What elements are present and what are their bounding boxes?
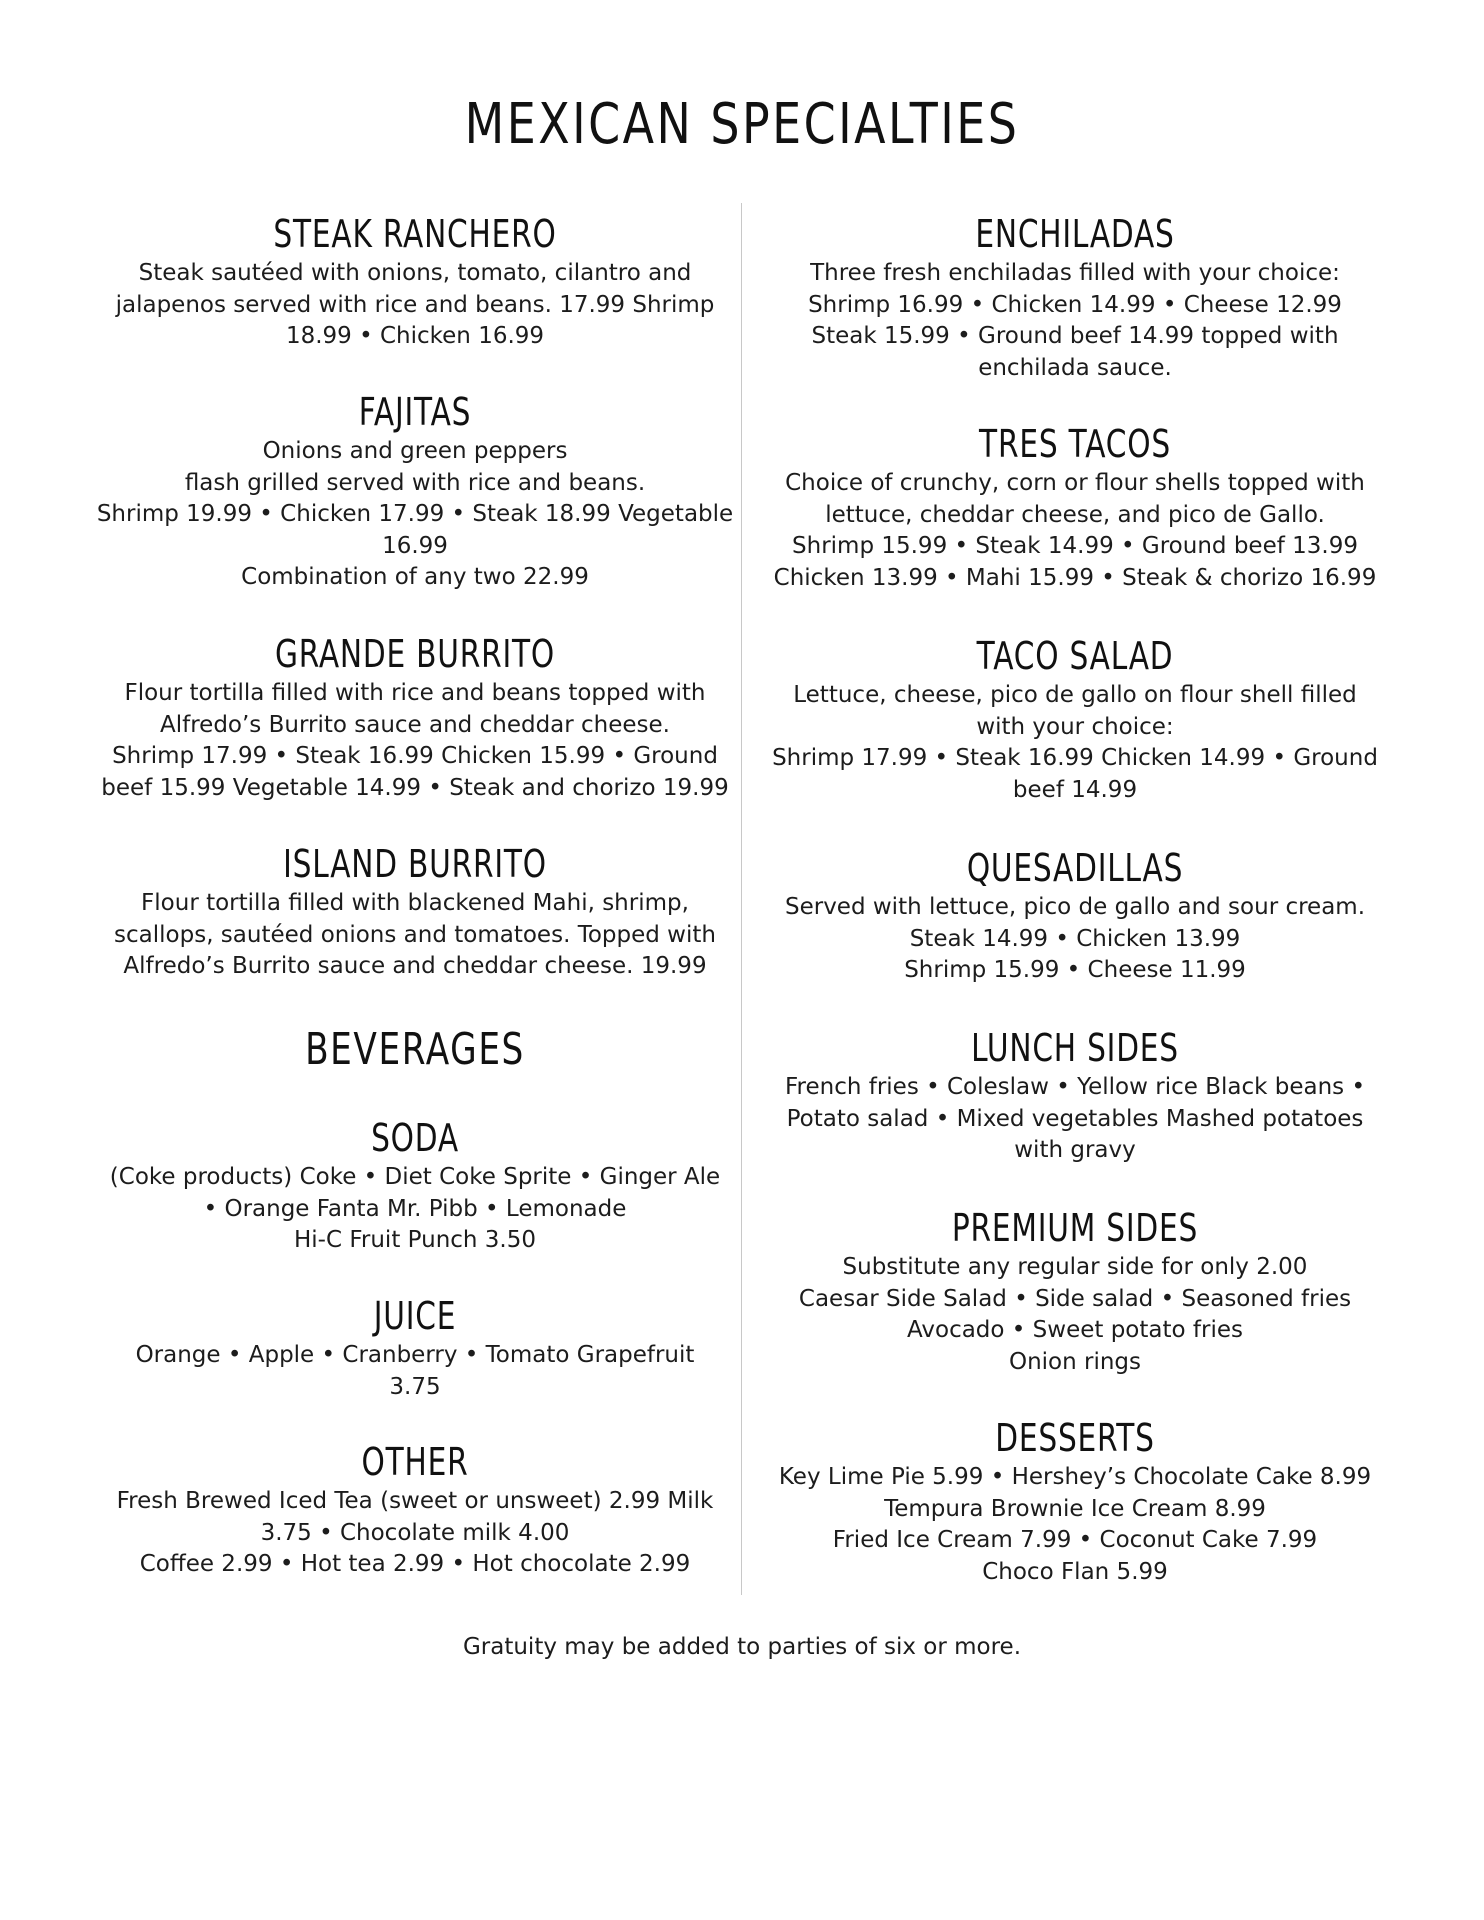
section-description: Choice of crunchy, corn or flour shells topped with lettuce, cheddar cheese, and pico de Gallo. Shrimp 15.99 • Steak 14.99 • Ground beef 13.99 Chicken 13.99 • Mahi 15.99 • Steak & chorizo 16.99 [773, 470, 1377, 591]
section-description: Orange • Apple • Cranberry • Tomato Grapefruit 3.75 [135, 1342, 695, 1400]
page-title: MEXICAN SPECIALTIES [464, 92, 1020, 157]
section-description: Flour tortilla filled with rice and beans topped with Alfredo’s Burrito sauce and cheddar cheese. Shrimp 17.99 • Steak 16.99 Chicken 15.99 • Ground beef 15.99 Vegetable 14.99 • Steak and chorizo 19.99 [101, 680, 729, 801]
menu-section-premium-sides [755, 1204, 1395, 1378]
menu-section-juice [95, 1292, 735, 1403]
menu-section-steak-ranchero [95, 210, 735, 353]
menu-section-island-burrito [95, 840, 735, 983]
menu-section-grande-burrito [95, 630, 735, 804]
gratuity-note: Gratuity may be added to parties of six or more. [462, 1634, 1022, 1660]
section-description: Served with lettuce, pico de gallo and sour cream. Steak 14.99 • Chicken 13.99 Shrimp 15.99 • Cheese 11.99 [784, 894, 1366, 983]
section-description: Onions and green peppers flash grilled served with rice and beans. Shrimp 19.99 • Chicken 17.99 • Steak 18.99 Vegetable 16.99 Combination of any two 22.99 [96, 438, 734, 590]
menu-section-lunch-sides [755, 1024, 1395, 1167]
beverages-heading [95, 1022, 735, 1078]
section-description: Three fresh enchiladas filled with your choice: Shrimp 16.99 • Chicken 14.99 • Cheese 12.99 Steak 15.99 • Ground beef 14.99 topped with enchilada sauce. [808, 260, 1342, 381]
menu-section-enchiladas [755, 210, 1395, 384]
section-title: TACO SALAD [976, 634, 1174, 678]
section-title: OTHER [361, 1440, 469, 1484]
section-description: Key Lime Pie 5.99 • Hershey’s Chocolate Cake 8.99 Tempura Brownie Ice Cream 8.99 Fried Ice Cream 7.99 • Coconut Cake 7.99 Choco Flan 5.99 [778, 1464, 1372, 1585]
section-title: LUNCH SIDES [971, 1026, 1179, 1070]
section-description: French fries • Coleslaw • Yellow rice Black beans • Potato salad • Mixed vegetables Mashed potatoes with gravy [784, 1074, 1366, 1163]
section-description: Lettuce, cheese, pico de gallo on flour shell filled with your choice: Shrimp 17.99 • Steak 16.99 Chicken 14.99 • Ground beef 14.99 [772, 682, 1378, 803]
section-title: QUESADILLAS [966, 846, 1184, 890]
section-title: PREMIUM SIDES [951, 1206, 1199, 1250]
section-title: DESSERTS [995, 1416, 1155, 1460]
section-title: STEAK RANCHERO [273, 212, 557, 256]
menu-section-other [95, 1438, 735, 1581]
menu-section-desserts [755, 1414, 1395, 1588]
section-description: (Coke products) Coke • Diet Coke Sprite • Ginger Ale • Orange Fanta Mr. Pibb • Lemonade Hi-C Fruit Punch 3.50 [109, 1164, 721, 1253]
column-divider [741, 203, 742, 1595]
menu-section-fajitas [95, 388, 735, 594]
menu-section-soda [95, 1114, 735, 1257]
beverages-title: BEVERAGES [305, 1024, 525, 1075]
section-title: TRES TACOS [979, 422, 1171, 466]
section-description: Steak sautéed with onions, tomato, cilantro and jalapenos served with rice and beans. 17.99 Shrimp 18.99 • Chicken 16.99 [115, 260, 715, 349]
menu-section-tres-tacos [755, 420, 1395, 594]
section-title: ISLAND BURRITO [283, 842, 547, 886]
section-title: JUICE [373, 1294, 457, 1338]
menu-section-quesadillas [755, 844, 1395, 987]
section-title: ENCHILADAS [975, 212, 1175, 256]
menu-section-taco-salad [755, 632, 1395, 806]
section-title: SODA [371, 1116, 459, 1160]
section-description: Fresh Brewed Iced Tea (sweet or unsweet) 2.99 Milk 3.75 • Chocolate milk 4.00 Coffee 2.99 • Hot tea 2.99 • Hot chocolate 2.99 [116, 1488, 714, 1577]
section-title: FAJITAS [358, 390, 472, 434]
section-description: Substitute any regular side for only 2.00 Caesar Side Salad • Side salad • Seasoned fries Avocado • Sweet potato fries Onion rings [798, 1254, 1352, 1375]
section-title: GRANDE BURRITO [274, 632, 556, 676]
section-description: Flour tortilla filled with blackened Mahi, shrimp, scallops, sautéed onions and tomatoes. Topped with Alfredo’s Burrito sauce and cheddar cheese. 19.99 [114, 890, 716, 979]
